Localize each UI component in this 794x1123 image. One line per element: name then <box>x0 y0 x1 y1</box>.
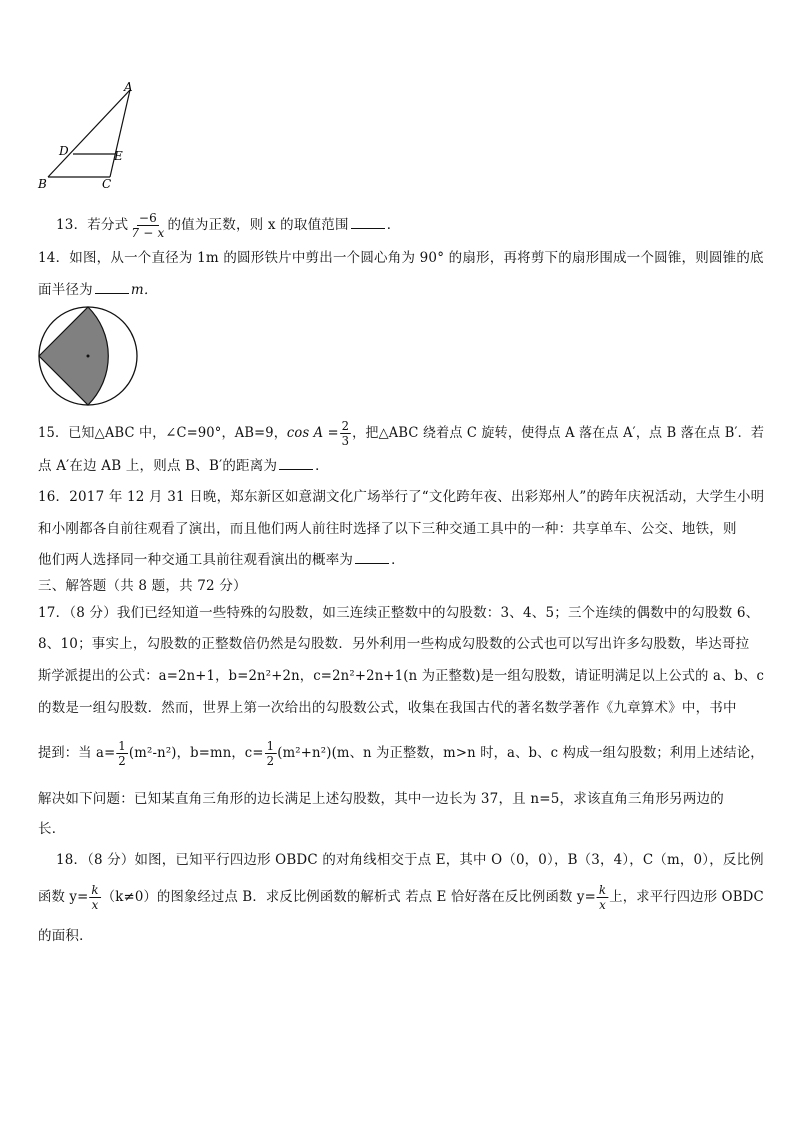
question-18-line3: 的面积． <box>38 928 93 944</box>
question-14-line1: 14．如图，从一个直径为 1m 的圆形铁片中剪出一个圆心角为 90° 的扇形，再将剪下的扇形围成一个圆锥，则圆锥的底 <box>38 250 764 266</box>
q18-frac1-num: k <box>91 883 99 897</box>
sector-shaded <box>39 307 108 405</box>
question-17-line2: 8、10；事实上，勾股数的正整数倍仍然是勾股数．另外利用一些构成勾股数的公式也可以写出许多勾股数，毕达哥拉 <box>38 636 750 652</box>
q15-line2-pre: 点 A′在边 AB 上，则点 B、B′的距离为 <box>38 458 278 474</box>
question-17-line7: 长． <box>38 821 66 837</box>
q15-line1-post: ，把△ABC 绕着点 C 旋转，使得点 A 落在点 A′，点 B 落在点 B′．若 <box>352 425 765 441</box>
question-17-line5 <box>38 740 764 767</box>
circle-sector-figure <box>36 304 140 408</box>
q17-fraction-1 <box>116 740 128 767</box>
q18-fraction-1 <box>89 884 100 911</box>
q18-frac1-den: x <box>91 898 99 912</box>
q13-pre: 13．若分式 <box>56 217 129 233</box>
question-14-line2 <box>38 284 158 298</box>
q15-blank <box>279 468 313 470</box>
side-ab <box>48 90 130 177</box>
question-16-line3 <box>38 554 405 568</box>
q18-frac2-den: x <box>599 898 607 912</box>
question-16-line1: 16．2017 年 12 月 31 日晚，郑东新区如意湖文化广场举行了“文化跨年夜、出彩郑州人”的跨年庆祝活动，大学生小明 <box>38 489 765 505</box>
question-18-line1: 18．（8 分）如图，已知平行四边形 OBDC 的对角线相交于点 E，其中 O（0，0），B（3，4），C（m，0），反比例 <box>56 852 764 868</box>
q17-frac1-den: 2 <box>118 754 126 768</box>
label-a: A <box>124 80 133 94</box>
label-d: D <box>59 144 69 158</box>
sector-center-dot <box>87 355 90 358</box>
label-b: B <box>38 177 47 191</box>
q16-line3-pre: 他们两人选择同一种交通工具前往观看演出的概率为 <box>38 552 354 568</box>
q15-line2-post: ． <box>315 458 329 474</box>
question-17-line6: 解决如下问题：已知某直角三角形的边长满足上述勾股数，其中一边长为 37，且 n=5，求该直角三角形另两边的 <box>38 791 724 807</box>
q18-frac2-num: k <box>598 883 607 897</box>
q15-cos-label: cos A = <box>286 425 339 441</box>
q14-blank <box>95 292 129 294</box>
question-17-line1: 17．（8 分）我们已经知道一些特殊的勾股数，如三连续正整数中的勾股数：3、4、5；三个连续的偶数中的勾股数 6、 <box>38 605 760 621</box>
label-c: C <box>102 177 112 191</box>
q13-blank <box>351 227 385 229</box>
question-17-line3: 斯学派提出的公式：a=2n+1，b=2n²+2n，c=2n²+2n+1(n 为正整数)是一组勾股数，请证明满足以上公式的 a、b、c <box>38 668 765 684</box>
question-15-line2 <box>38 460 329 474</box>
q16-line3-post: ． <box>391 552 405 568</box>
q17-frac1-num: 1 <box>118 739 126 753</box>
q14-line2-pre: 面半径为 <box>38 282 93 298</box>
q17-line5-b: (m²-n²)，b=mn，c= <box>128 745 264 761</box>
q17-line5-a: 提到：当 a= <box>38 745 116 761</box>
q18-fraction-2 <box>597 884 608 911</box>
q13-fraction <box>129 212 166 239</box>
question-13 <box>56 212 400 239</box>
q13-frac-num: −6 <box>138 211 157 225</box>
q18-line2-c: 上，求平行四边形 OBDC <box>609 889 764 905</box>
side-ac <box>110 90 130 177</box>
question-17-line4: 的数是一组勾股数．然而，世界上第一次给出的勾股数公式，收集在我国古代的著名数学著作《九章算术》中，书中 <box>38 700 737 716</box>
q17-fraction-2 <box>265 740 277 767</box>
q13-frac-den: 7 − x <box>131 226 165 240</box>
triangle-figure <box>34 80 144 195</box>
q17-frac2-num: 1 <box>266 739 275 753</box>
question-16-line2: 和小刚都各自前往观看了演出，而且他们两人前往时选择了以下三种交通工具中的一种：共享单车、公交、地铁，则 <box>38 521 737 537</box>
label-e: E <box>114 149 123 163</box>
q15-frac-num: 2 <box>341 419 350 433</box>
q15-line1-pre: 15．已知△ABC 中，∠C=90°，AB=9， <box>38 425 287 441</box>
q18-line2-b: （k≠0）的图象经过点 B．求反比例函数的解析式 若点 E 恰好落在反比例函数 y= <box>101 889 596 905</box>
q14-line2-post: m． <box>130 282 158 298</box>
q16-blank <box>355 562 389 564</box>
q15-frac-den: 3 <box>341 434 350 448</box>
q18-line2-a: 函数 y= <box>38 889 89 905</box>
section-3-title: 三、解答题（共 8 题，共 72 分） <box>38 578 247 594</box>
q13-end: ． <box>386 217 401 233</box>
q13-post: 的值为正数，则 x 的取值范围 <box>167 217 349 233</box>
question-15-line1 <box>38 420 764 447</box>
q15-fraction <box>340 420 351 447</box>
question-18-line2 <box>38 884 764 911</box>
q17-frac2-den: 2 <box>266 754 275 768</box>
q17-line5-c: (m²+n²)(m、n 为正整数，m>n 时，a、b、c 构成一组勾股数；利用上述结论， <box>277 745 764 761</box>
